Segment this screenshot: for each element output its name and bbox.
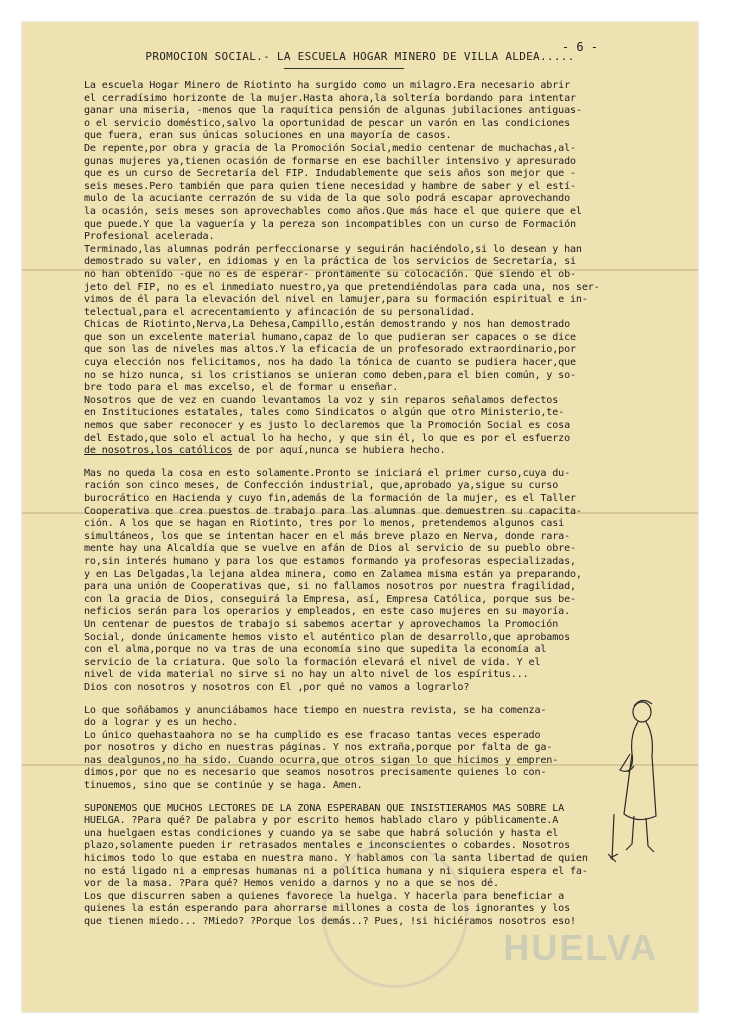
text-line: o el servicio doméstico,salvo la oportunidad de pescar un varón en las condiciones [84, 117, 571, 129]
text-line: ción. A los que se hagan en Riotinto, tres por lo menos, pretendemos algunos casi [84, 518, 565, 530]
text-line: que tienen miedo... ?Miedo? ?Porque los demás..? Pues, !si hiciéramos nosotros eso! [84, 916, 576, 927]
text-line: seis meses.Pero también que para quien tiene necesidad y hambre de saber y el estí- [84, 180, 576, 192]
text-line: ración son cinco meses, de Confección industrial, que,aprobado ya,sigue su curso [84, 480, 559, 492]
text-line: HUELGA. ?Para qué? De palabra y por escrito hemos hablado claro y públicamente.A [84, 815, 559, 827]
typewritten-page [22, 22, 698, 1012]
text-line: ro,sin interés humano y para los que estamos formando ya profesoras especializadas, [84, 555, 576, 567]
page-title: PROMOCION SOCIAL.- LA ESCUELA HOGAR MINERO DE VILLA ALDEA..... [145, 50, 575, 63]
text-line: hicimos todo lo que estaba en nuestra mano. Y hablamos con la santa libertad de quien [84, 853, 588, 865]
text-line: mente hay una Alcaldía que se vuelve en afán de Dios al servicio de su pueblo obre- [84, 543, 576, 555]
text-line: Mas no queda la cosa en esto solamente.Pronto se iniciará el primer curso,cuya du- [84, 467, 571, 479]
text-line: neficios serán para los operarios y empleados, en este caso mujeres en su mayoría. [84, 606, 571, 618]
text-line: que es un curso de Secretaría del FIP. Indudablemente que seis años son mejor que - [84, 168, 576, 180]
text-line: con el alma,porque no va tras de una economía sino que supedita la economía al [84, 644, 547, 656]
text-line: con la gracia de Dios, conseguirá la Empresa, así, Empresa Católica, porque sus be- [84, 593, 576, 605]
text-line: no han obtenido -que no es de esperar- prontamente su colocación. Que siendo el ob- [84, 268, 576, 280]
text-line: jeto del FIP, no es el inmediato nuestro,ya que pretendiéndolas para cada una, nos ser- [84, 281, 600, 293]
text-line: Lo que soñábamos y anunciábamos hace tiempo en nuestra revista, se ha comenza- [84, 704, 547, 716]
text-line: Profesional acelerada. [84, 231, 215, 243]
text-line: que son un excelente material humano,capaz de lo que pudieran ser capaces o se dice [84, 331, 576, 343]
text-line: servicio de la criatura. Que solo la formación elevará el nivel de vida. Y el [84, 656, 541, 668]
text-line: en Instituciones estatales, tales como Sindicatos o algún que otro Ministerio,te- [84, 407, 565, 419]
text-line: que son las de niveles mas altos.Y la eficacia de un profesorado extraordinario,por [84, 344, 576, 356]
text-line: De repente,por obra y gracia de la Promoción Social,medio centenar de muchachas,al- [84, 142, 576, 154]
text-line: dimos,por que no es necesario que seamos nosotros precisamente quienes lo con- [84, 767, 547, 779]
text-line: nemos que saber reconocer y es justo lo declaremos que la Promoción Social es cosa [84, 420, 571, 432]
text-line: ganar una miseria, -menos que la raquítica pensión de algunas jubilaciones antiguas- [84, 105, 582, 117]
text-line: la ocasión, seis meses son aprovechables como años.Que más hace el que quiere que el [84, 205, 582, 217]
text-line: Lo único quehastaahora no se ha cumplido es ese fracaso tantas veces esperado [84, 729, 541, 741]
page-number: - 6 - [561, 40, 598, 54]
paragraph [84, 80, 684, 458]
text-line: do a lograr y es un hecho. [84, 717, 239, 729]
text-line: plazo,solamente pueden ir retrasados mentales e inconscientes o cobardes. Nosotros [84, 840, 571, 852]
text-line: tinuemos, sino que se continúe y se haga. Amen. [84, 780, 363, 792]
text-line: La escuela Hogar Minero de Riotinto ha surgido como un milagro.Era necesario abrir [84, 80, 571, 91]
text-line: nas dealgunos,no ha sido. Cuando ocurra,que otros sigan lo que hicimos y empren- [84, 754, 559, 766]
text-line: para una unión de Cooperativas que, si no fallamos nosotros por nuestra fragilidad, [84, 581, 576, 593]
text-line: Nosotros que de vez en cuando levantamos la voz y sin reparos señalamos defectos [84, 394, 559, 406]
text-line: SUPONEMOS QUE MUCHOS LECTORES DE LA ZONA ESPERABAN QUE INSISTIERAMOS MAS SOBRE LA [84, 802, 565, 814]
text-line: que fuera, eran sus únicas soluciones en una mayoría de casos. [84, 130, 452, 142]
text-line: por nosotros y dicho en nuestras páginas. Y nos extraña,porque por falta de ga- [84, 742, 553, 754]
text-line: Terminado,las alumnas podrán perfeccionarse y seguirán haciéndolo,si lo desean y han [84, 243, 582, 255]
text-line: Social, donde únicamente hemos visto el auténtico plan de desarrollo,que aprobamos [84, 631, 571, 643]
text-line: nivel de vida material no sirve si no hay un alto nivel de los espíritus... [84, 669, 529, 681]
text-line: vimos de él para la elevación del nivel en lamujer,para su formación espiritual e in- [84, 294, 588, 306]
faded-seal-stamp [322, 842, 468, 988]
paragraph [84, 468, 684, 695]
text-line: Dios con nosotros y nosotros con El ,por qué no vamos a lograrlo? [84, 681, 470, 693]
text-line: no se hizo nunca, si los cristianos se unieran como deben,para el bien común, y so- [84, 369, 576, 381]
text-line: Un centenar de puestos de trabajo si sabemos acertar y aprovechamos la Promoción [84, 618, 559, 630]
text-line: una huelgaen estas condiciones y cuando ya se sabe que habrá solución y hasta el [84, 827, 559, 839]
text-line: gunas mujeres ya,tienen ocasión de formarse en ese bachiller intensivo y apresurado [84, 155, 576, 167]
text-line: no está ligado ni a empresas humanas ni a política humana y ni siquiera espera el fa- [84, 865, 588, 877]
text-line: de nosotros,los católicos de por aquí,nunca se hubiera hecho. [84, 445, 446, 457]
underlined-phrase: de nosotros,los católicos [84, 445, 233, 457]
text-line: Los que discurren saben a quienes favorece la huelga. Y hacerla para beneficiar a [84, 890, 565, 902]
text-line: Chicas de Riotinto,Nerva,La Dehesa,Campillo,están demostrando y nos han demostrado [84, 319, 571, 331]
text-line: quienes la están esperando para ahorrarse millones a costa de los ignorantes y los [84, 903, 571, 915]
title-underline [284, 68, 404, 69]
text-line: del Estado,que solo el actual lo ha hecho, y que sin él, lo que es por el esfuerzo [84, 432, 571, 444]
text-line: mulo de la acuciante cerrazón de su vida de la que solo podrá escapar aprovechando [84, 193, 571, 205]
text-line: el cerradísimo horizonte de la mujer.Hasta ahora,la soltería bordando para intentar [84, 92, 576, 104]
archive-watermark: HUELVA [503, 927, 658, 968]
text-line: bre todo para el mas excelso, el de formar u enseñar. [84, 382, 399, 394]
text-line: burocrático en Hacienda y cuyo fin,además de la formación de la mujer, es el Taller [84, 493, 576, 504]
text-line: vor de la masa. ?Para qué? Hemos venido a darnos y no a que se nos dé. [84, 878, 499, 890]
text-line: demostrado su valer, en idiomas y en la práctica de los servicios de Secretaría, si [84, 256, 576, 268]
woman-illustration [594, 694, 664, 864]
text-line: que puede.Y que la vaguería y la pereza son incompatibles con un curso de Formación [84, 218, 576, 230]
text-line: simultáneos, los que se intentan hacer en el más breve plazo en Nerva, donde rara- [84, 530, 571, 542]
text-line: cuya elección nos felicitamos, nos ha dado la tónica de cuanto se pudiera hacer,que [84, 357, 576, 369]
text-line: Cooperativa que crea puestos de trabajo para las alumnas que demuestren su capacita- [84, 505, 582, 517]
text-line: telectual,para el acrecentamiento y afincación de su personalidad. [84, 306, 476, 318]
text-line: y en Las Delgadas,la lejana aldea minera, como en Zalamea misma están ya preparando, [84, 568, 582, 580]
